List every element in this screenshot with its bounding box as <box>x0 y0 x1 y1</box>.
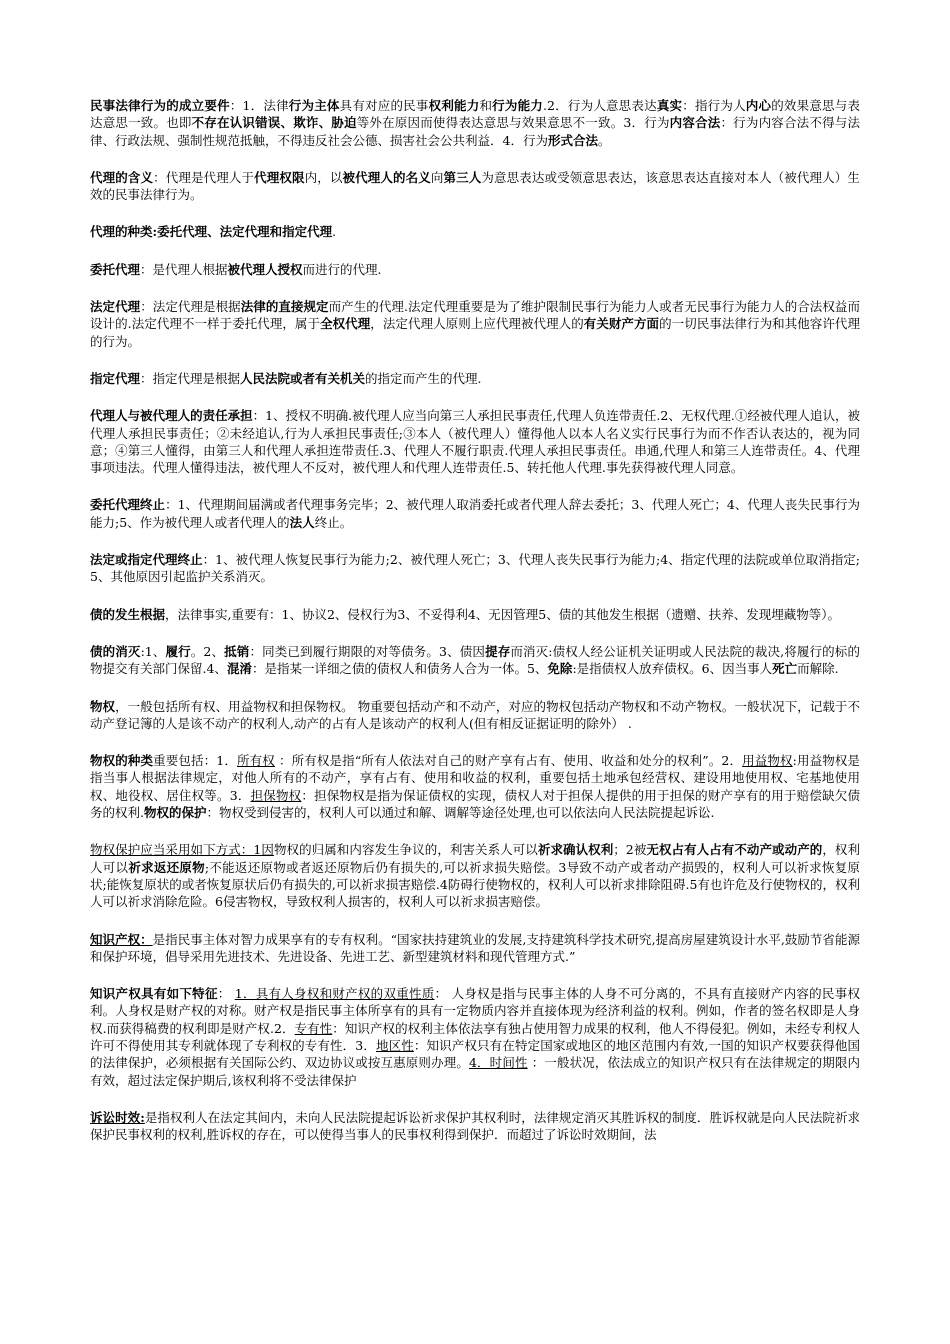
bold-term: 免除 <box>547 661 573 677</box>
text-run: ：一般状况，依法成立的知识产权只有在法律规定的期限内有效，超过法定保护期后,该权利将不受法律保护 <box>90 1055 860 1088</box>
text-run: 的指定而产生的代理. <box>365 370 482 386</box>
text-run: ：1、代理期间届满或者代理事务完毕；2、被代理人取消委托或者代理人辞去委托；3、代理人死亡；4、代理人丧失民事行为能力;5、作为被代理人或者代理人的 <box>90 497 860 530</box>
text-run: ：知识产权只有在特定国家或地区的地区范围内有效,一国的知识产权要获得他国的法律保护，必须根据有关国际公约、双边协议或按互惠原则办理。 <box>90 1037 860 1071</box>
bold-term: 死亡 <box>772 661 798 677</box>
underlined-term: 4．时间性 <box>468 1055 528 1071</box>
para-designated-agency <box>90 370 860 387</box>
text-run: :是指债权人放弃债权。6、因当事人 <box>572 661 773 677</box>
para-legal-act-requirements <box>90 97 860 149</box>
text-run: 物权的归属和内容发生争议的，利害关系人可以 <box>273 842 538 858</box>
text-run: 内，以 <box>304 169 343 185</box>
bold-term: 代理的种类:委托代理、法定代理和指定代理 <box>90 224 333 240</box>
text-run: 是指权利人在法定其间内，未向人民法院提起诉讼祈求保护其权利时，法律规定消灭其胜诉权的制度．胜诉权就是向人民法院祈求保护民事权利的权利,胜诉权的存在，可以使得当事人的民事权利得到保护．而超过了诉讼时效期间，法 <box>90 1109 860 1143</box>
para-agency-types <box>90 223 860 240</box>
text-run: ：代理是代理人于 <box>153 169 255 185</box>
para-agent-liability <box>90 407 860 476</box>
text-run: 具有对应的民事 <box>339 98 429 113</box>
underlined-term: 所有权 <box>237 753 275 769</box>
text-run: ：担保物权是指为保证债权的实现，债权人对于担保人提供的用于担保的财产享有的用于赔偿缺欠债务的权利. <box>90 787 860 821</box>
bold-term: 委托代理 <box>90 261 141 277</box>
text-run: ：指定代理是根据 <box>140 370 241 386</box>
bold-term: 祈求返还原物 <box>128 859 205 875</box>
bold-underlined-term: 知识产权： <box>90 931 153 947</box>
text-run: :用益物权是指当事人根据法律规定，对他人所有的不动产，享有占有、使用和收益的权利，重要包括土地承包经营权、建设用地使用权、宅基地使用权、地役权、居住权等。3． <box>90 753 860 803</box>
text-run: ：法定代理是根据 <box>140 299 241 315</box>
bold-underlined-term: 诉讼时效: <box>90 1109 145 1125</box>
bold-term: 内容合法 <box>669 115 721 131</box>
para-entrusted-termination <box>90 496 860 531</box>
bold-term: 权利能力 <box>428 98 480 113</box>
text-run: ，权利人可以 <box>90 842 860 875</box>
text-run: ：1、授权不明确.被代理人应当向第三人承担民事责任,代理人负连带责任.2、无权代理.①经被代理人追认，被代理人承担民事责任；②未经追认,行为人承担民事责任;③本人（被代理人）懂得他人以本人名义实行民事行为而不作否认表达的，视为同意；④第三人懂得，由第三人和代理人承担连带责任.3、代理人不履行职责.代理人承担民事责任。串通,代理人和第三人连带责任。4、代理事项违法。代理人懂得违法，被代理人不反对，被代理人和代理人连带责任.5、转托他人代理.事先获得被代理人同意。 <box>90 408 860 476</box>
bold-term: 形式合法 <box>547 132 598 148</box>
text-run: ：是指某一详细之债的债权人和债务人合为一体。5、 <box>251 661 548 677</box>
bold-term: 代理人与被代理人的责任承担 <box>90 408 253 424</box>
para-limitation <box>90 1109 860 1144</box>
text-run: 重要包括：1． <box>153 753 237 769</box>
bold-term: 法定代理 <box>90 299 141 315</box>
text-run: ：1、被代理人恢复民事行为能力;2、被代理人死亡；3、代理人丧失民事行为能力;4、指定代理的法院或单位取消指定;5、其他原因引起监护关系消灭。 <box>90 552 860 585</box>
para-ip-rights <box>90 931 860 966</box>
bold-term: 被代理人的名义 <box>342 169 431 185</box>
text-run: 为意思表达或受领意思表达，该意思表达直接对本人（被代理人）生效的民事法律行为。 <box>90 169 860 203</box>
para-real-rights-types <box>90 752 860 821</box>
text-run: :1、 <box>140 643 166 659</box>
text-run: 。 <box>597 132 611 148</box>
text-run: ，一般包括所有权、用益物权和担保物权。 物重要包括动产和不动产，对应的物权包括动产物权和不动产物权。一般状况下，记载于不动产登记簿的人是该不动产的权利人,动产的占有人是该动产的权利人(但有相反证据证明的除外） . <box>90 698 860 731</box>
bold-term: 无权占有人占有不动产或动产的 <box>646 842 823 858</box>
underlined-term: 物权保护应当采用如下方式：1因 <box>90 842 274 858</box>
text-run: 等外在原因而使得表达意思与效果意思不一致。3．行为 <box>356 115 670 131</box>
text-run: ：指行为人 <box>682 98 746 113</box>
text-run: ，法律事实,重要有：1、协议2、侵权行为3、不妥得利4、无因管理5、债的其他发生根据（遗赠、扶养、发现埋藏物等）。 <box>165 606 841 622</box>
bold-term: 行为能力 <box>492 98 544 113</box>
para-agency-meaning <box>90 169 860 204</box>
underlined-term: 用益物权 <box>742 753 793 769</box>
text-run: ：物权受到侵害的，权利人可以通过和解、调解等途径处理,也可以依法向人民法院提起诉讼. <box>206 805 715 821</box>
bold-term: 物权的种类 <box>90 753 154 769</box>
bold-term: 法律的直接规定 <box>240 299 329 315</box>
bold-term: 全权代理 <box>320 316 371 332</box>
bold-term: 物权 <box>90 698 116 714</box>
text-run: 而进行的代理. <box>302 261 382 277</box>
bold-term: 知识产权具有如下特征 <box>90 986 218 1002</box>
bold-term: 人民法院或者有关机关 <box>240 370 366 386</box>
para-real-rights <box>90 698 860 733</box>
para-real-rights-protection <box>90 841 860 910</box>
text-run: . <box>332 224 337 240</box>
bold-term: 债的发生根据 <box>90 606 166 622</box>
text-run: ： 人身权是指与民事主体的人身不可分离的，不具有直接财产内容的民事权利。人身权是财产权的对称。财产权是指民事主体所享有的具有一定物质内容并直接体现为经济利益的权利。例如，作者的签名权即是人身权.而获得稿费的权利即是财产权.2． <box>90 986 860 1036</box>
para-statutory-termination <box>90 551 860 586</box>
bold-term: 履行 <box>165 643 191 659</box>
underlined-term: 担保物权 <box>250 787 302 803</box>
bold-term: 民事法律行为的成立要件 <box>90 98 230 113</box>
text-run: ： <box>217 986 235 1002</box>
para-ip-features <box>90 985 860 1089</box>
text-run: 而解除. <box>797 661 839 677</box>
text-run: 。2、 <box>190 643 225 659</box>
text-run: 的效果意思与表达意思一致。也即 <box>90 98 860 131</box>
para-debt-extinction <box>90 643 860 678</box>
text-run: 终止。 <box>314 514 353 530</box>
text-run: 是指民事主体对智力成果享有的专有权利。“国家扶持建筑业的发展,支持建筑科学技术研究,提高房屋建筑设计水平,鼓励节省能源和保护环境，倡导采用先进技术、先进设备、先进工艺、新型建筑材料和现代管理方式.” <box>90 931 860 964</box>
text-run: ，法定代理人原则上应代理被代理人的 <box>370 316 584 332</box>
bold-term: 法定或指定代理终止 <box>90 552 203 568</box>
text-run: ：知识产权的权利主体依法享有独占使用智力成果的权利，他人不得侵犯。例如，未经专利权人许可不得使用其专利就体现了专利权的专有性．3． <box>90 1020 860 1053</box>
text-run: ：1．法律 <box>229 98 289 113</box>
text-run: ：同类已到履行期限的对等债务。3、债因 <box>249 643 486 659</box>
text-run: 和 <box>479 98 493 113</box>
underlined-term: 地区性 <box>375 1037 414 1053</box>
text-run: 而消灭:债权人经公证机关证明或人民法院的裁决,将履行的标的物提交有关部门保留.4、 <box>90 643 860 677</box>
bold-term: 内心 <box>745 98 772 113</box>
bold-term: 抵销 <box>224 643 250 659</box>
document-body <box>90 97 860 1163</box>
bold-term: 混淆 <box>226 661 252 677</box>
text-run: ：行为内容合法不得与法律、行政法规、强制性规范抵触，不得违反社会公德、损害社会公共利益．4．行为 <box>90 115 860 148</box>
bold-term: 行为主体 <box>288 98 340 113</box>
bold-term: 有关财产方面 <box>583 316 660 332</box>
bold-term: 第三人 <box>443 169 482 185</box>
bold-term: 不存在认识错误、欺诈、胁迫 <box>191 115 357 131</box>
text-run: 而产生的代理.法定代理重要是为了维护限制民事行为能力人或者无民事行为能力人的合法权益而设计的.法定代理不一样于委托代理，属于 <box>90 299 860 332</box>
text-run: ：所有权是指“所有人依法对自己的财产享有占有、使用、收益和处分的权利”。2． <box>274 753 743 769</box>
bold-term: 代理权限 <box>254 169 305 185</box>
para-debt-origin <box>90 606 860 623</box>
text-run: 的一切民事法律行为和其他容许代理的行为。 <box>90 316 860 349</box>
underlined-term: 1．具有人身权和财产权的双重性质 <box>234 986 435 1002</box>
text-run: ：是代理人根据 <box>140 261 228 277</box>
text-run: .2．行为人意思表达 <box>543 98 657 113</box>
text-run: ；2被 <box>613 842 647 858</box>
bold-term: 代理的含义 <box>90 169 154 185</box>
bold-term: 委托代理终止 <box>90 497 166 513</box>
bold-term: 物权的保护 <box>143 805 207 821</box>
underlined-term: 专有性 <box>294 1020 333 1036</box>
text-run: 向 <box>430 169 444 185</box>
para-entrusted-agency <box>90 261 860 278</box>
text-run: ;不能返还原物或者返还原物后仍有损失的,可以祈求损失赔偿。3导致不动产或者动产损毁的，权利人可以祈求恢复原状;能恢复原状的或者恢复原状后仍有损失的,可以祈求损害赔偿.4防碍行使物权的，权利人可以祈求排除阻碍.5有也许危及行使物权的，权利人可以祈求消除危险。6侵害物权，导致权利人损害的，权利人可以祈求损害赔偿。 <box>90 859 860 910</box>
bold-term: 真实 <box>656 98 683 113</box>
para-statutory-agency <box>90 298 860 350</box>
bold-term: 被代理人授权 <box>227 261 303 277</box>
bold-term: 指定代理 <box>90 370 141 386</box>
bold-term: 法人 <box>289 514 315 530</box>
bold-term: 债的消灭 <box>90 643 141 659</box>
bold-term: 提存 <box>485 643 511 659</box>
bold-term: 祈求确认权利 <box>537 842 614 858</box>
